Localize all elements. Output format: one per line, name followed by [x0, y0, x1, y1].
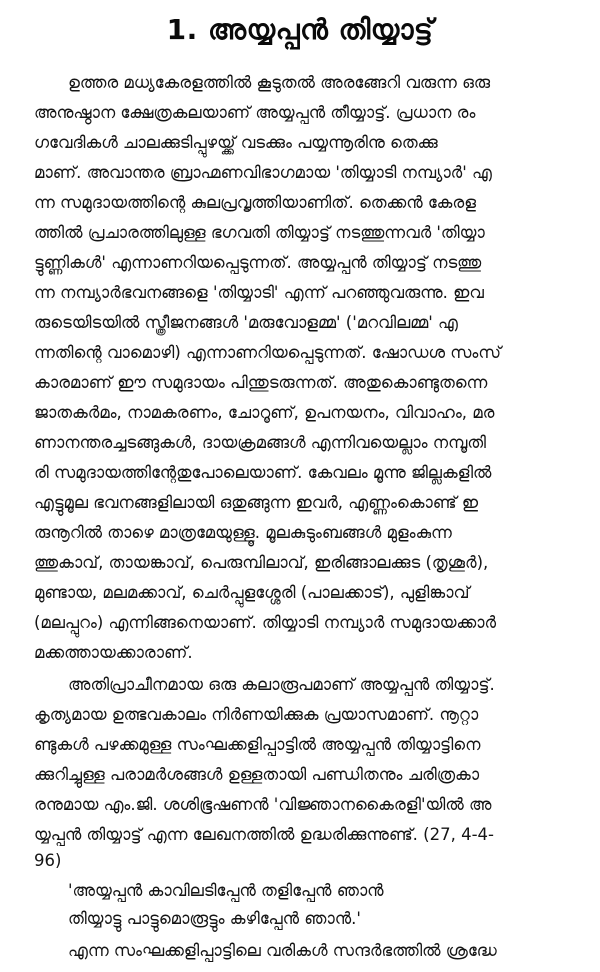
paragraph-line: മാണ്. അവാന്തര ബ്രാഹ്മണവിഭാഗമായ 'തിയ്യാടി നമ്പ്യാർ' എ	[34, 163, 492, 182]
paragraph-line: എന്ന സംഘക്കളിപ്പാട്ടിലെ വരികൾ സന്ദർഭത്തിൽ ശ്രദ്ധേ	[68, 941, 497, 960]
paragraph-line: ജാതകർമം, നാമകരണം, ചോറൂണ്, ഉപനയനം, വിവാഹം, മര	[34, 403, 495, 422]
paragraph-line: എട്ടുമൂല ഭവനങ്ങളിലായി ഒതുങ്ങുന്ന ഇവർ, എണ്ണംകൊണ്ട് ഇ	[34, 493, 479, 512]
paragraph-line: രനുമായ എം.ജി. ശശിഭൂഷണൻ 'വിജ്ഞാനകൈരളി'യിൽ അ	[34, 795, 492, 814]
paragraph-line: അതിപ്രാചീനമായ ഒരു കലാരൂപമാണ് അയ്യപ്പൻ തിയ്യാട്ട്.	[68, 675, 495, 694]
paragraph-line: കൃത്യമായ ഉത്ഭവകാലം നിർണയിക്കുക പ്രയാസമാണ്. നൂറ്റാ	[34, 705, 479, 724]
paragraph-line: ണാനന്തരച്ചടങ്ങുകൾ, ദായക്രമങ്ങൾ എന്നിവയെല്ലാം നമ്പൂതി	[34, 433, 486, 452]
paragraph-line: ക്കുറിച്ചുള്ള പരാമർശങ്ങൾ ഉള്ളതായി പണ്ഡിതനും ചരിത്രകാ	[34, 765, 480, 784]
paragraph-line: രി സമുദായത്തിന്റേതുപോലെയാണ്. കേവലം മൂന്നു ജില്ലകളിൽ	[34, 463, 492, 482]
paragraph-line: ണ്ടുകൾ പഴക്കമുള്ള സംഘക്കളിപ്പാട്ടിൽ അയ്യപ്പൻ തിയ്യാട്ടിനെ	[34, 735, 481, 754]
paragraph-line: മുണ്ടായ, മലമക്കാവ്, ചെർപ്പുളശ്ശേരി (പാലക്കാട്), പുളിങ്കാവ്	[34, 583, 470, 602]
page-title: 1. അയ്യപ്പൻ തിയ്യാട്ട്	[166, 13, 434, 46]
paragraph-line: കാരമാണ് ഈ സമുദായം പിന്തുടരുന്നത്. അതുകൊണ്ടുതന്നെ	[34, 373, 488, 392]
paragraph-line: ഉത്തര മധ്യകേരളത്തിൽ കൂടുതൽ അരങ്ങേറി വരുന്ന ഒരു	[68, 73, 491, 92]
paragraph-line: ഗവേദികൾ ചാലക്കുടിപ്പുഴയ്ക്ക് വടക്കും പയ്യന്നൂരിനു തെക്കു	[34, 133, 438, 152]
paragraph-line: ത്തുകാവ്, തായങ്കാവ്, പെരുമ്പിലാവ്, ഇരിങ്ങാലക്കുട (തൃശൂർ),	[34, 553, 489, 572]
paragraph-line: (മലപ്പുറം) എന്നിങ്ങനെയാണ്. തിയ്യാടി നമ്പ്യാർ സമുദായക്കാർ	[34, 613, 497, 632]
paragraph-line: രുടെയിടയിൽ സ്ത്രീജനങ്ങൾ 'മരുവോളമ്മ' ('മറവിലമ്മ' എ	[34, 313, 458, 332]
paragraph-line: ന്ന നമ്പ്യാർഭവനങ്ങളെ 'തിയ്യാടി' എന്ന് പറഞ്ഞുവരുന്നു. ഇവ	[34, 283, 484, 302]
paragraph-line: ട്ടുണ്ണികൾ' എന്നാണറിയപ്പെടുന്നത്. അയ്യപ്പൻ തിയ്യാട്ട് നടത്തു	[34, 253, 482, 272]
verse-line: 'അയ്യപ്പൻ കാവിലടിപ്പേൻ തളിപ്പേൻ ഞാൻ	[68, 881, 384, 900]
paragraph-line: ത്തിൽ പ്രചാരത്തിലുള്ള ഭഗവതി തിയ്യാട്ട് നടത്തുന്നവർ 'തിയ്യാ	[34, 223, 485, 242]
paragraph-line: 96)	[34, 851, 62, 870]
paragraph-line: മക്കത്തായക്കാരാണ്.	[34, 643, 193, 662]
verse-line: തിയ്യാട്ടു പാട്ടുമൊരൂട്ടും കഴിപ്പേൻ ഞാൻ.'	[68, 909, 361, 928]
paragraph-line: ന്ന സമുദായത്തിന്റെ കുലപ്രവൃത്തിയാണിത്. തെക്കൻ കേരള	[34, 193, 477, 212]
paragraph-line: അനുഷ്ഠാന ക്ഷേത്രകലയാണ് അയ്യപ്പൻ തീയ്യാട്ട്. പ്രധാന രം	[34, 103, 476, 122]
paragraph-line: ന്നതിന്റെ വാമൊഴി) എന്നാണറിയപ്പെടുന്നത്. ഷോഡശ സംസ്	[34, 343, 501, 362]
paragraph-line: യ്യപ്പൻ തിയ്യാട്ട് എന്ന ലേഖനത്തിൽ ഉദ്ധരിക്കുന്നുണ്ട്. (27, 4-4-	[34, 825, 494, 844]
paragraph-line: രുനൂറിൽ താഴെ മാത്രമേയുള്ളൂ. മൂലകുടുംബങ്ങൾ മുളംകുന്ന	[34, 523, 452, 542]
